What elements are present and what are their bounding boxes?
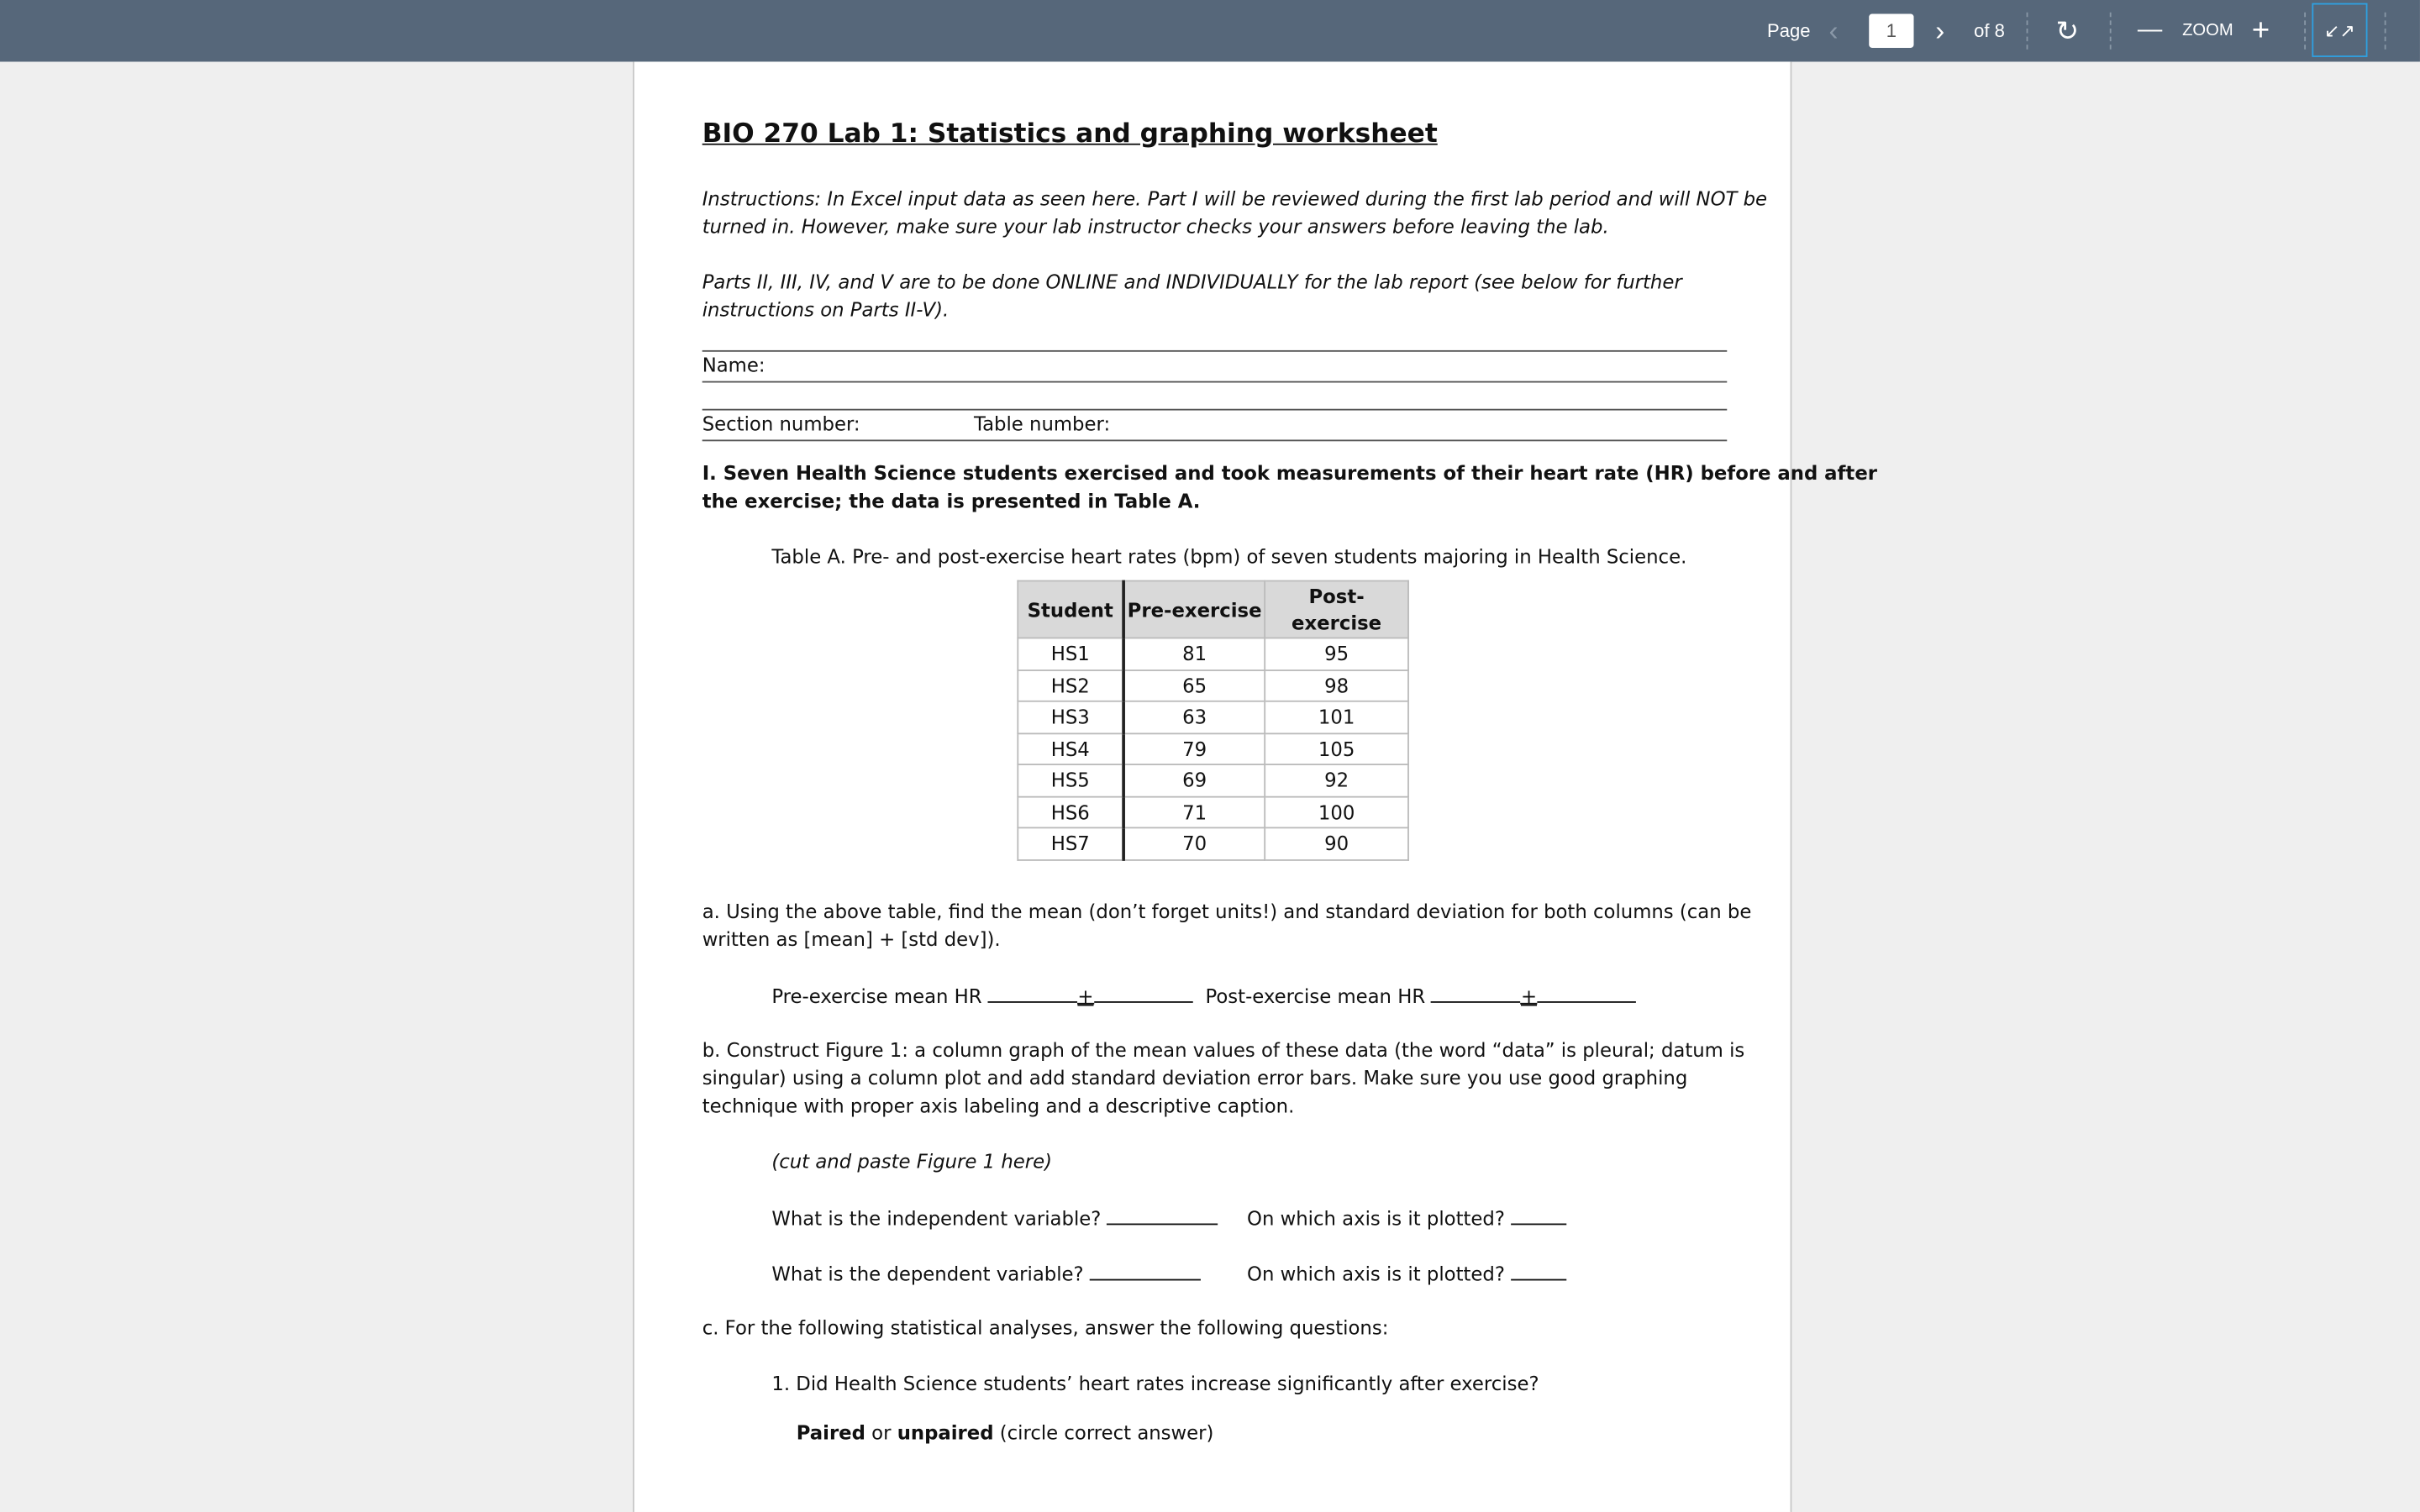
blank — [1093, 981, 1192, 1003]
zoom-label: ZOOM — [2182, 21, 2233, 40]
cell: 95 — [1265, 638, 1408, 669]
divider — [2385, 13, 2386, 50]
independent-question — [771, 1204, 1218, 1233]
cell: HS3 — [1018, 701, 1123, 733]
cell: 79 — [1123, 732, 1265, 764]
blank — [1431, 981, 1521, 1003]
cell: HS1 — [1018, 638, 1123, 669]
section-label: Section number: — [702, 412, 860, 435]
circle-note: (circle correct answer) — [993, 1420, 1214, 1445]
paste-figure-note: (cut and paste Figure 1 here) — [771, 1149, 1053, 1173]
question-1-line1: I. Seven Health Science students exercised and took measurements of their heart rate (HR) before and after — [702, 461, 1878, 485]
instructions-line1: Instructions: In Excel input data as seen here. Part I will be reviewed during the first lab period and will NOT be — [702, 186, 1768, 210]
dependent-question — [771, 1259, 1201, 1289]
divider — [2110, 13, 2112, 50]
prev-page-icon[interactable]: ‹ — [1828, 14, 1839, 46]
cell: 101 — [1265, 701, 1408, 733]
divider — [702, 381, 1728, 383]
page-count: of 8 — [1974, 19, 2005, 42]
blank — [1537, 981, 1636, 1003]
blank — [1090, 1259, 1201, 1281]
cell: 105 — [1265, 732, 1408, 764]
cell: 65 — [1123, 669, 1265, 701]
cell: 71 — [1123, 796, 1265, 828]
cell: 92 — [1265, 764, 1408, 796]
unpaired: unpaired — [897, 1420, 994, 1445]
blank — [988, 981, 1078, 1003]
cell: 70 — [1123, 827, 1265, 859]
cell: 63 — [1123, 701, 1265, 733]
name-label: Name: — [702, 353, 765, 377]
document-title: BIO 270 Lab 1: Statistics and graphing worksheet — [702, 118, 1438, 150]
table-row — [1018, 669, 1408, 701]
pdf-toolbar — [0, 0, 2420, 61]
table-number-label: Table number: — [973, 412, 1111, 435]
or: or — [865, 1420, 897, 1445]
question-c1: 1. Did Health Science students’ heart rates increase significantly after exercise? — [771, 1371, 1539, 1395]
instructions-line2: turned in. However, make sure your lab instructor checks your answers before leaving the lab. — [702, 214, 1609, 238]
cell: 98 — [1265, 669, 1408, 701]
cell: HS7 — [1018, 827, 1123, 859]
question-b-line3: technique with proper axis labeling and a descriptive caption. — [702, 1094, 1295, 1117]
cell: HS2 — [1018, 669, 1123, 701]
question-c: c. For the following statistical analyses, answer the following questions: — [702, 1315, 1389, 1340]
divider — [2304, 13, 2306, 50]
table-row — [1018, 827, 1408, 859]
parts-line1: Parts II, III, IV, and V are to be done ONLINE and INDIVIDUALLY for the lab report (see below for further — [702, 270, 1682, 293]
question-b-line1: b. Construct Figure 1: a column graph of the mean values of these data (the word “data” is pleural; datum is — [702, 1038, 1745, 1062]
zoom-in-icon[interactable]: + — [2251, 13, 2270, 48]
rotate-icon[interactable]: ↻ — [2055, 14, 2080, 46]
pre-mean-line — [771, 981, 1192, 1011]
heart-rate-table — [1017, 580, 1409, 860]
header-student: Student — [1018, 581, 1123, 638]
exit-fullscreen-button[interactable] — [2312, 3, 2367, 57]
collapse-icon: ↙↗ — [2323, 18, 2355, 41]
axis-question — [1247, 1204, 1566, 1233]
blank — [1107, 1204, 1218, 1226]
table-row — [1018, 764, 1408, 796]
question-a-line1: a. Using the above table, find the mean (don’t forget units!) and standard deviation for both columns (can be — [702, 899, 1752, 923]
question-a-line2: written as [mean] + [std dev]). — [702, 927, 1001, 951]
post-mean-line — [1205, 981, 1635, 1011]
table-caption: Table A. Pre- and post-exercise heart rates (bpm) of seven students majoring in Health Science. — [771, 544, 1687, 568]
cell: 69 — [1123, 764, 1265, 796]
next-page-icon[interactable]: › — [1935, 14, 1945, 46]
page-label: Page — [1767, 19, 1811, 42]
label: On which axis is it plotted? — [1247, 1262, 1505, 1285]
cell: 81 — [1123, 638, 1265, 669]
cell: HS5 — [1018, 764, 1123, 796]
label: On which axis is it plotted? — [1247, 1206, 1505, 1230]
plus-minus: + — [1077, 984, 1094, 1008]
table-row — [1018, 732, 1408, 764]
label: What is the dependent variable? — [771, 1262, 1084, 1285]
paired: Paired — [796, 1420, 865, 1445]
cell: 100 — [1265, 796, 1408, 828]
question-1-line2: the exercise; the data is presented in Table A. — [702, 489, 1201, 512]
divider — [2027, 13, 2028, 50]
document-page — [633, 61, 1878, 1511]
cell: 90 — [1265, 827, 1408, 859]
table-row — [1018, 638, 1408, 669]
cell: HS6 — [1018, 796, 1123, 828]
paired-choice — [797, 1420, 1214, 1447]
plus-minus: + — [1520, 984, 1538, 1008]
question-b-line2: singular) using a column plot and add standard deviation error bars. Make sure you use good graphing — [702, 1066, 1688, 1089]
header-post: Post-exercise — [1265, 581, 1408, 638]
axis-question — [1247, 1259, 1566, 1289]
cell: HS4 — [1018, 732, 1123, 764]
zoom-out-icon[interactable]: — — [2137, 17, 2163, 44]
table-row — [1018, 796, 1408, 828]
blank — [1511, 1204, 1566, 1226]
post-mean-label: Post-exercise mean HR — [1205, 984, 1426, 1008]
blank — [1511, 1259, 1566, 1281]
divider — [702, 439, 1728, 441]
table-row — [1018, 701, 1408, 733]
header-pre: Pre-exercise — [1123, 581, 1265, 638]
pre-mean-label: Pre-exercise mean HR — [771, 984, 982, 1008]
divider — [702, 350, 1728, 352]
parts-line2: instructions on Parts II-V). — [702, 297, 950, 322]
label: What is the independent variable? — [771, 1206, 1102, 1230]
page-number-input[interactable]: 1 — [1869, 14, 1913, 48]
